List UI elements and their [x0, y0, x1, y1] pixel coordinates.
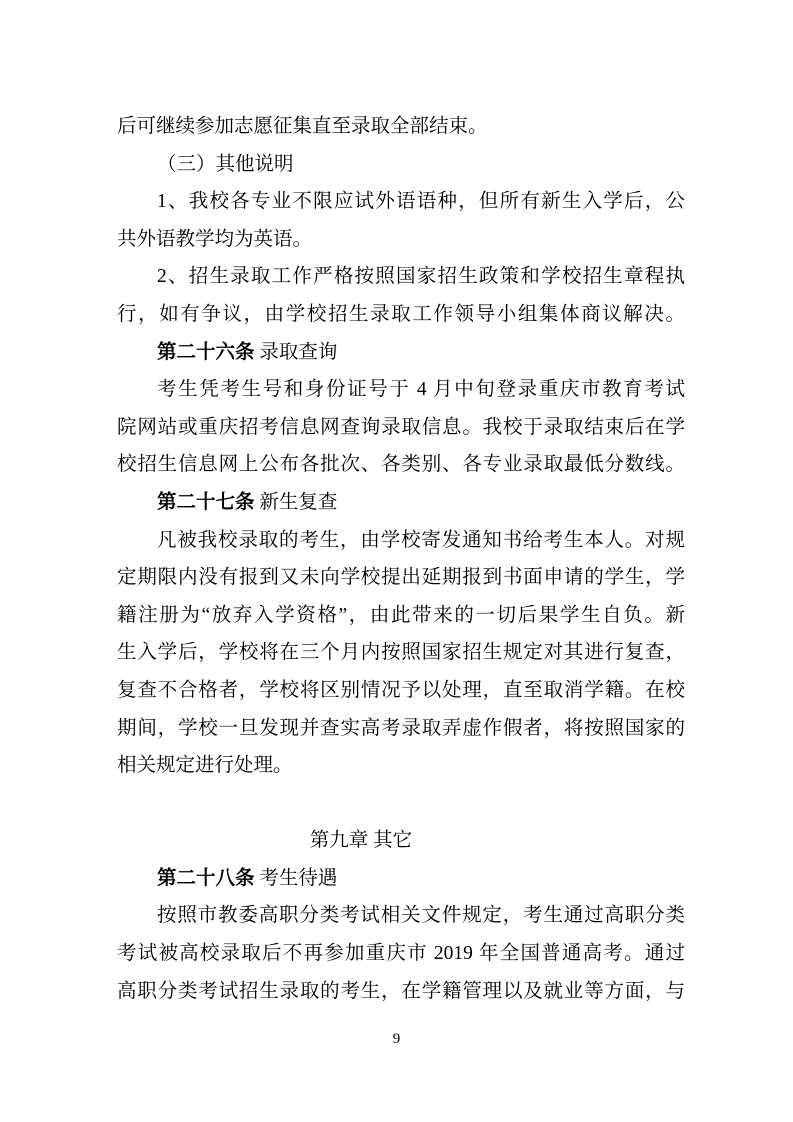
- text-line: [117, 258, 685, 296]
- text-segment: 1、我校各专业不限应试外语语种，但所有新生入学后，公: [157, 191, 685, 213]
- text-line: [117, 296, 685, 334]
- chapter-heading: [117, 822, 685, 860]
- text-line: [117, 409, 685, 447]
- text-line: [117, 108, 685, 146]
- text-line: [117, 522, 685, 560]
- text-segment: 后可继续参加志愿征集直至录取全部结束。: [117, 116, 488, 137]
- text-segment: 第九章 其它: [309, 830, 413, 852]
- text-line: [117, 672, 685, 710]
- text-segment: 2、招生录取工作严格按照国家招生政策和学校招生章程执: [157, 266, 685, 288]
- text-segment: 共外语教学均为英语。: [117, 228, 313, 250]
- text-segment: 考试被高校录取后不再参加重庆市 2019 年全国普通高考。通过: [117, 943, 685, 965]
- text-line: [117, 334, 685, 372]
- text-segment: 定期限内没有报到又未向学校提出延期报到书面申请的学生，学: [117, 567, 685, 589]
- text-segment: 相关规定进行处理。: [117, 755, 293, 777]
- text-line: [117, 559, 685, 597]
- text-line: [117, 634, 685, 672]
- text-line: [117, 973, 685, 1011]
- text-segment: 录取查询: [254, 341, 338, 363]
- text-segment: 生入学后，学校将在三个月内按照国家招生规定对其进行复查，: [117, 642, 685, 664]
- text-line: [117, 747, 685, 785]
- page-number: 9: [392, 1031, 401, 1047]
- text-line: [117, 371, 685, 409]
- text-segment: 按照市教委高职分类考试相关文件规定，考生通过高职分类: [157, 905, 685, 927]
- text-line: [117, 897, 685, 935]
- text-line: [117, 146, 685, 184]
- text-segment: 籍注册为“放弃入学资格”，由此带来的一切后果学生自负。新: [117, 604, 685, 626]
- text-line: [117, 484, 685, 522]
- article-number: 第二十六条: [157, 341, 255, 363]
- text-line: [117, 221, 685, 259]
- text-segment: 凡被我校录取的考生，由学校寄发通知书给考生本人。对规: [157, 529, 685, 551]
- blank-line: [117, 785, 685, 823]
- text-segment: 校招生信息网上公布各批次、各类别、各专业录取最低分数线。: [117, 454, 685, 476]
- text-segment: 院网站或重庆招考信息网查询录取信息。我校于录取结束后在学: [117, 416, 685, 438]
- text-block: [117, 108, 685, 1010]
- text-segment: 期间，学校一旦发现并查实高考录取弄虚作假者，将按照国家的: [117, 717, 685, 739]
- article-number: 第二十八条: [157, 867, 255, 889]
- text-segment: 高职分类考试招生录取的考生，在学籍管理以及就业等方面，与: [117, 980, 685, 1002]
- article-number: 第二十七条: [157, 491, 255, 513]
- text-segment: 考生待遇: [254, 867, 338, 889]
- text-segment: 复查不合格者，学校将区别情况予以处理，直至取消学籍。在校: [117, 679, 685, 701]
- text-line: [117, 860, 685, 898]
- text-line: [117, 935, 685, 973]
- page-footer: [0, 1028, 793, 1050]
- text-line: [117, 710, 685, 748]
- text-segment: 考生凭考生号和身份证号于 4 月中旬登录重庆市教育考试: [157, 379, 685, 401]
- text-segment: （三）其他说明: [157, 153, 294, 175]
- text-line: [117, 446, 685, 484]
- text-line: [117, 597, 685, 635]
- text-segment: 行，如有争议，由学校招生录取工作领导小组集体商议解决。: [117, 303, 685, 325]
- text-line: [117, 183, 685, 221]
- text-segment: 新生复查: [254, 491, 338, 513]
